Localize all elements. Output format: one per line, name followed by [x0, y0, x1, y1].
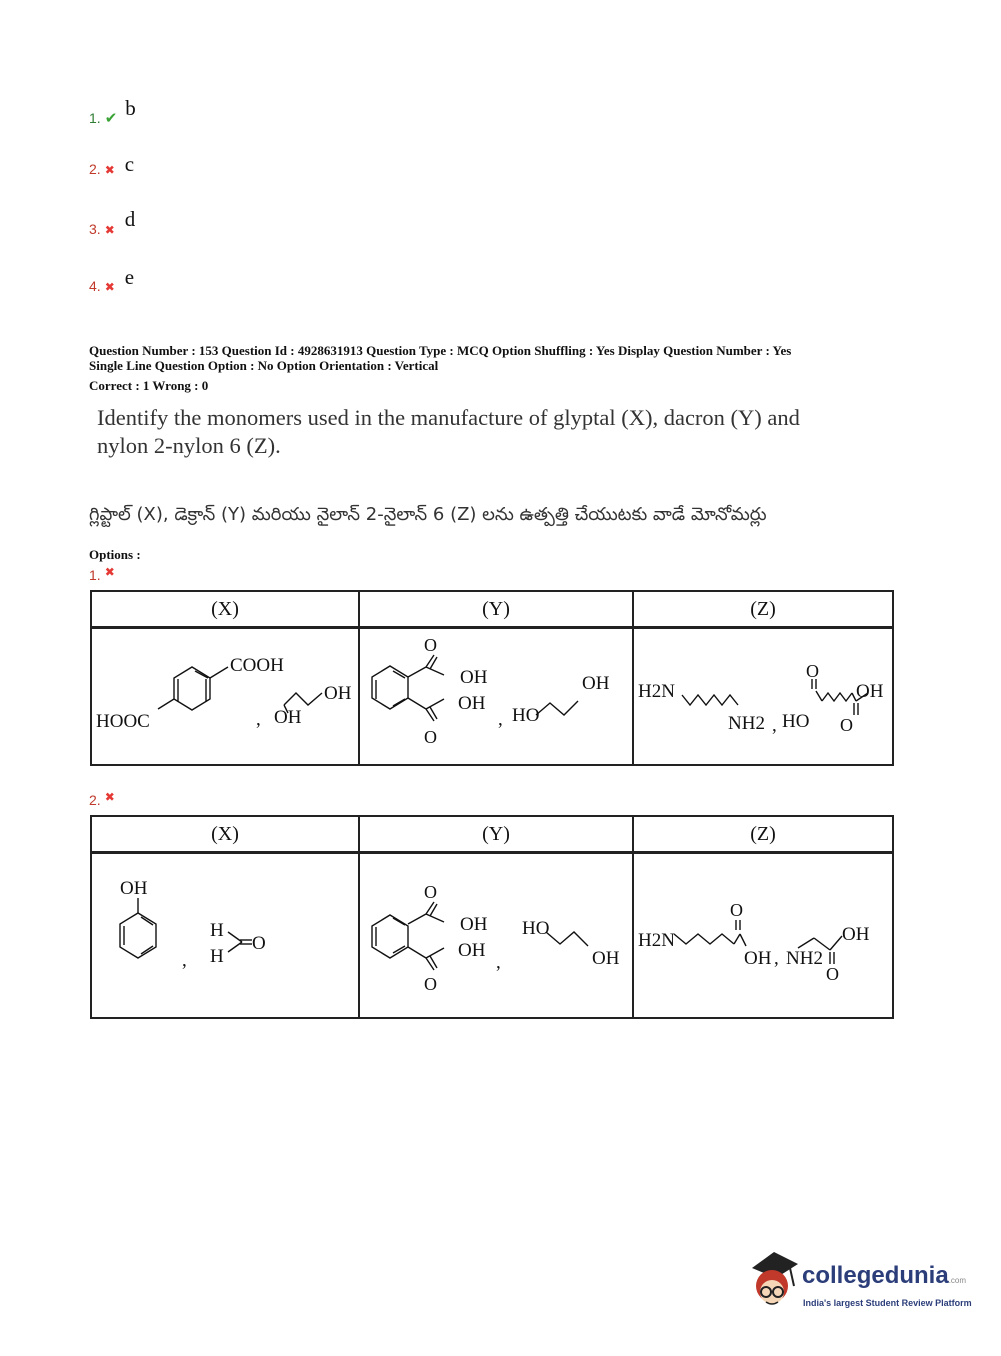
- ho-label: HO: [782, 711, 810, 732]
- separator: ,: [496, 952, 501, 973]
- option-1-table[interactable]: [90, 590, 894, 766]
- option-2-marker[interactable]: [89, 792, 115, 810]
- phenol-formaldehyde: [92, 854, 358, 1012]
- oh-label: OH: [744, 948, 772, 969]
- option-1-z-cell: [633, 628, 893, 766]
- header-y: (Y): [359, 816, 633, 853]
- question-text: [97, 404, 800, 460]
- separator: ,: [498, 709, 503, 730]
- question-telugu: గ్లిప్టాల్ (X), డెక్రాన్ (Y) మరియు నైలాన్ 2-నైలాన్ 6 (Z) లను ఉత్పత్తి చేయుటకు వాడే మోనోమర్లు: [89, 504, 767, 525]
- phthalic-acid-ethylene-glycol: [360, 629, 632, 759]
- mascot-icon: [740, 1248, 800, 1314]
- prev-option-3[interactable]: [89, 207, 136, 240]
- cross-icon: ✖: [104, 280, 115, 294]
- question-line-2: nylon 2-nylon 6 (Z).: [97, 433, 281, 458]
- logo-suffix: .com: [948, 1276, 967, 1285]
- option-1-x-cell: [91, 628, 359, 766]
- oh-label: OH: [842, 924, 870, 945]
- phthalic-acid-ethylene-glycol: [360, 854, 632, 1012]
- separator: ,: [256, 709, 261, 730]
- nh2-label: NH2: [728, 713, 765, 734]
- option-text: e: [124, 265, 135, 289]
- glycine-aminocaproic-acid: [634, 629, 892, 759]
- option-number: 3.: [89, 221, 101, 237]
- options-label: Options :: [89, 547, 141, 562]
- oh-label: OH: [120, 878, 148, 899]
- oxygen-label: O: [424, 974, 437, 994]
- option-text: d: [124, 207, 136, 231]
- question-line-1: Identify the monomers used in the manufacture of glyptal (X), dacron (Y) and: [97, 405, 800, 430]
- oxygen-label: O: [424, 727, 437, 747]
- oh-label: OH: [458, 693, 486, 714]
- oxygen-label: O: [730, 900, 743, 920]
- oxygen-label: O: [252, 933, 266, 954]
- question-meta: [89, 343, 791, 393]
- cross-icon: ✖: [104, 565, 115, 579]
- option-2-table[interactable]: [90, 815, 894, 1019]
- oxygen-label: O: [826, 964, 839, 984]
- oh-label: OH: [324, 683, 352, 704]
- option-2-x-cell: [91, 853, 359, 1019]
- option-1-y-cell: [359, 628, 633, 766]
- oh-label: OH: [856, 681, 884, 702]
- meta-line-2: Single Line Question Option : No Option Orientation : Vertical: [89, 358, 439, 373]
- header-z: (Z): [633, 591, 893, 628]
- cooh-label: COOH: [230, 655, 284, 676]
- cross-icon: ✖: [104, 223, 115, 237]
- oh-label: OH: [274, 707, 302, 728]
- hooc-label: HOOC: [96, 711, 150, 732]
- option-number: 2.: [89, 161, 101, 177]
- oxygen-label: O: [806, 661, 819, 681]
- option-1-marker[interactable]: [89, 567, 115, 585]
- logo-name: collegedunia: [802, 1262, 949, 1289]
- header-y: (Y): [359, 591, 633, 628]
- nh2-label: NH2: [786, 948, 823, 969]
- option-text: c: [124, 152, 135, 176]
- option-number: 2.: [89, 792, 101, 808]
- ho-label: HO: [522, 918, 550, 939]
- oh-label: OH: [592, 948, 620, 969]
- cross-icon: ✖: [104, 790, 115, 804]
- prev-option-1[interactable]: [89, 96, 136, 129]
- separator: ,: [182, 950, 187, 971]
- logo-tagline: India's largest Student Review Platform: [803, 1298, 972, 1308]
- option-number: 4.: [89, 278, 101, 294]
- h2n-label: H2N: [638, 681, 675, 702]
- separator: ,: [772, 715, 777, 736]
- prev-option-4[interactable]: [89, 265, 135, 297]
- aminocaproic-acid-glycine: [634, 854, 892, 1012]
- option-text: b: [125, 96, 136, 120]
- meta-line-1: Question Number : 153 Question Id : 4928631913 Question Type : MCQ Option Shuffling : Yes Display Question Number : Yes: [89, 343, 792, 358]
- meta-scoring: Correct : 1 Wrong : 0: [89, 378, 209, 393]
- oh-label: OH: [458, 940, 486, 961]
- option-2-y-cell: [359, 853, 633, 1019]
- option-number: 1.: [89, 567, 101, 583]
- collegedunia-logo[interactable]: [740, 1248, 980, 1318]
- logo-wordmark: [802, 1262, 966, 1290]
- ho-label: HO: [512, 705, 540, 726]
- header-x: (X): [91, 816, 359, 853]
- oxygen-label: O: [424, 635, 437, 655]
- header-x: (X): [91, 591, 359, 628]
- check-icon: ✔: [104, 109, 118, 127]
- hydrogen-label: H: [210, 920, 224, 941]
- oh-label: OH: [460, 914, 488, 935]
- header-z: (Z): [633, 816, 893, 853]
- h2n-label: H2N: [638, 930, 675, 951]
- cross-icon: ✖: [104, 163, 115, 177]
- oxygen-label: O: [840, 715, 853, 735]
- separator: ,: [774, 948, 779, 969]
- hydrogen-label: H: [210, 946, 224, 967]
- option-2-z-cell: [633, 853, 893, 1019]
- oxygen-label: O: [424, 882, 437, 902]
- option-number: 1.: [89, 110, 101, 126]
- prev-option-2[interactable]: [89, 152, 135, 180]
- oh-label: OH: [460, 667, 488, 688]
- oh-label: OH: [582, 673, 610, 694]
- terephthalic-acid-ethylene-glycol: [92, 629, 358, 759]
